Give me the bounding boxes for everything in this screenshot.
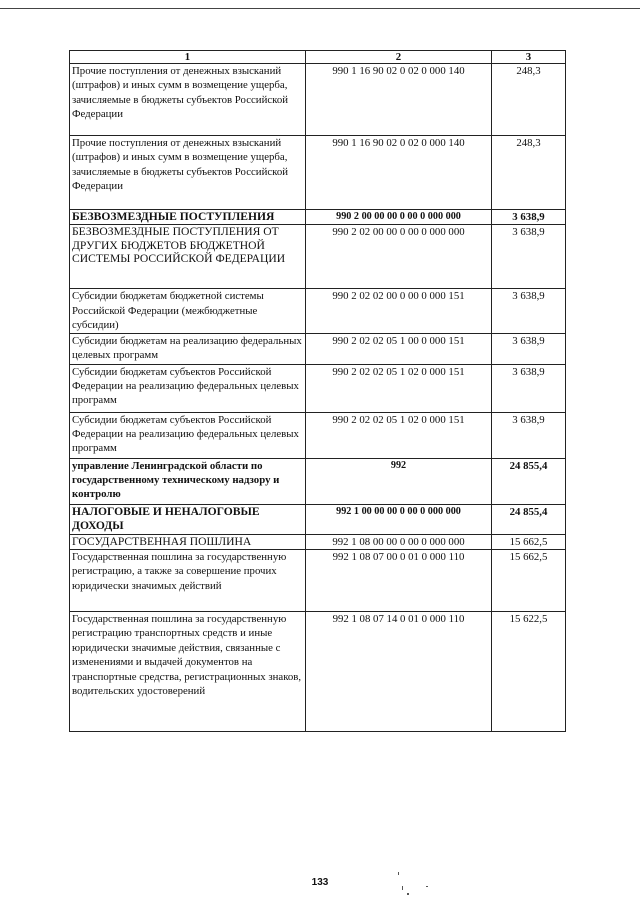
row-code: 990 2 02 00 00 0 00 0 000 000 <box>306 225 492 289</box>
row-amount: 24 855,4 <box>492 504 566 534</box>
row-name: БЕЗВОЗМЕЗДНЫЕ ПОСТУПЛЕНИЯ <box>70 210 306 225</box>
row-amount: 3 638,9 <box>492 225 566 289</box>
row-name: Прочие поступления от денежных взысканий (штрафов) и иных сумм в возмещение ущерба, зачисляемые в бюджеты субъектов Российской Федерации <box>70 64 306 136</box>
row-name: Государственная пошлина за государственную регистрацию транспортных средств и иные юридически значимые действия, связанные с изменениями и выдачей документов на транспортные средства, регистрационных знаков, водительских удостоверений <box>70 612 306 732</box>
table-row <box>70 412 566 458</box>
row-amount: 3 638,9 <box>492 333 566 364</box>
page-number: 133 <box>311 877 329 888</box>
row-amount: 3 638,9 <box>492 364 566 412</box>
row-name: Субсидии бюджетам на реализацию федеральных целевых программ <box>70 333 306 364</box>
row-name: Субсидии бюджетам субъектов Российской Федерации на реализацию федеральных целевых программ <box>70 364 306 412</box>
row-code: 990 2 02 02 05 1 02 0 000 151 <box>306 412 492 458</box>
row-code: 992 1 08 07 14 0 01 0 000 110 <box>306 612 492 732</box>
row-code: 990 1 16 90 02 0 02 0 000 140 <box>306 64 492 136</box>
row-name: Субсидии бюджетам субъектов Российской Федерации на реализацию федеральных целевых программ <box>70 412 306 458</box>
row-code: 992 1 00 00 00 0 00 0 000 000 <box>306 504 492 534</box>
row-name: управление Ленинградской области по государственному техническому надзору и контролю <box>70 458 306 504</box>
row-amount: 15 622,5 <box>492 612 566 732</box>
row-code: 990 2 02 02 05 1 00 0 000 151 <box>306 333 492 364</box>
row-amount: 3 638,9 <box>492 289 566 333</box>
row-code: 992 <box>306 458 492 504</box>
table-header-row <box>70 51 566 64</box>
revenue-table <box>69 50 566 732</box>
row-name: ГОСУДАРСТВЕННАЯ ПОШЛИНА <box>70 534 306 549</box>
row-code: 992 1 08 00 00 0 00 0 000 000 <box>306 534 492 549</box>
row-code: 992 1 08 07 00 0 01 0 000 110 <box>306 550 492 612</box>
table-row <box>70 225 566 289</box>
row-amount: 15 662,5 <box>492 534 566 549</box>
top-rule <box>0 8 640 9</box>
row-amount: 15 662,5 <box>492 550 566 612</box>
row-name: Субсидии бюджетам бюджетной системы Российской Федерации (межбюджетные субсидии) <box>70 289 306 333</box>
row-amount: 3 638,9 <box>492 210 566 225</box>
row-amount: 248,3 <box>492 64 566 136</box>
column-header-2: 2 <box>306 51 492 64</box>
row-code: 990 2 02 02 05 1 02 0 000 151 <box>306 364 492 412</box>
scan-speck <box>398 872 399 875</box>
row-amount: 3 638,9 <box>492 412 566 458</box>
table-row <box>70 612 566 732</box>
table-row <box>70 504 566 534</box>
column-header-3: 3 <box>492 51 566 64</box>
table-row <box>70 364 566 412</box>
table-row <box>70 64 566 136</box>
table-row <box>70 534 566 549</box>
row-name: Государственная пошлина за государственную регистрацию, а также за совершение прочих юридически значимых действий <box>70 550 306 612</box>
row-name: Прочие поступления от денежных взысканий (штрафов) и иных сумм в возмещение ущерба, зачисляемые в бюджеты субъектов Российской Федерации <box>70 136 306 210</box>
table-row <box>70 458 566 504</box>
scan-speck <box>426 886 428 887</box>
table-row <box>70 289 566 333</box>
row-code: 990 1 16 90 02 0 02 0 000 140 <box>306 136 492 210</box>
row-name: БЕЗВОЗМЕЗДНЫЕ ПОСТУПЛЕНИЯ ОТ ДРУГИХ БЮДЖЕТОВ БЮДЖЕТНОЙ СИСТЕМЫ РОССИЙСКОЙ ФЕДЕРАЦИИ <box>70 225 306 289</box>
table-row <box>70 333 566 364</box>
scan-speck <box>402 886 403 890</box>
row-name: НАЛОГОВЫЕ И НЕНАЛОГОВЫЕ ДОХОДЫ <box>70 504 306 534</box>
table-row <box>70 136 566 210</box>
table-row <box>70 550 566 612</box>
row-code: 990 2 00 00 00 0 00 0 000 000 <box>306 210 492 225</box>
table-row <box>70 210 566 225</box>
row-amount: 24 855,4 <box>492 458 566 504</box>
scan-speck <box>407 893 409 895</box>
column-header-1: 1 <box>70 51 306 64</box>
row-code: 990 2 02 02 00 0 00 0 000 151 <box>306 289 492 333</box>
row-amount: 248,3 <box>492 136 566 210</box>
